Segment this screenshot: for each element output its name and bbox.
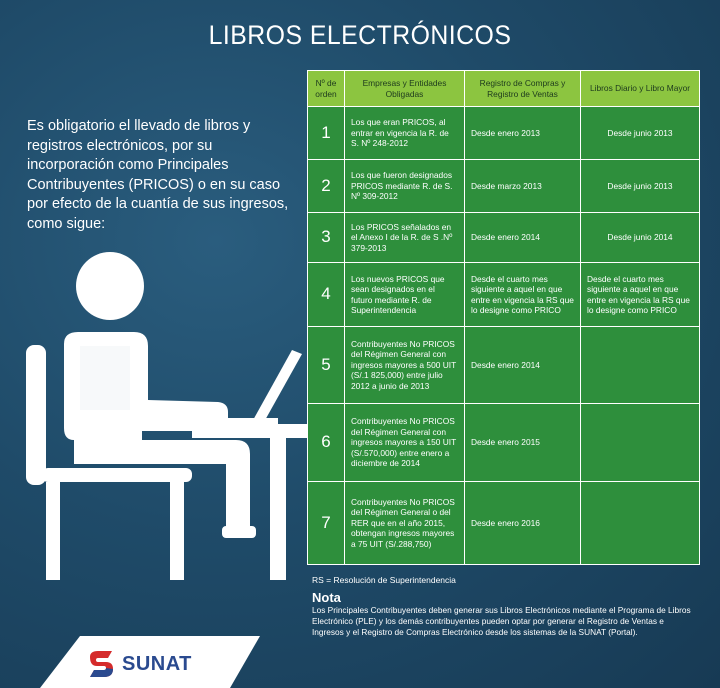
row-diario	[581, 327, 700, 404]
sunat-logo	[86, 645, 221, 683]
intro-text: Es obligatorio el llevado de libros y registros electrónicos, por su incorporación como Principales Contribuyentes (PRICOS) o en su caso por efecto de la cuantía de sus ingresos, como sigue:	[27, 118, 289, 232]
row-compras: Desde enero 2013	[465, 107, 581, 160]
table-row	[308, 327, 700, 404]
row-number: 1	[308, 107, 345, 160]
note-text: Los Principales Contribuyentes deben generar sus Libros Electrónicos mediante el Programa de Libros Electrónico (PLE) y los demás contribuyentes pueden optar por generar el Registro de Ventas e Ingresos y el Registro de Compras Electrónico desde los sistemas de la SUNAT (Portal).	[312, 605, 691, 637]
table-row	[308, 404, 700, 482]
row-entity: Los que eran PRICOS, al entrar en vigencia la R. de S. Nº 248-2012	[345, 107, 465, 160]
note-title: Nota	[312, 590, 341, 605]
sunat-logo-text: SUNAT	[122, 652, 192, 675]
row-number: 4	[308, 263, 345, 327]
books-table	[307, 70, 700, 565]
header-compras-ventas: Registro de Compras y Registro de Ventas	[465, 71, 581, 107]
header-entities: Empresas y Entidades Obligadas	[345, 71, 465, 107]
table-row	[308, 213, 700, 263]
row-number: 7	[308, 482, 345, 565]
row-diario	[581, 404, 700, 482]
sunat-logo-icon	[86, 649, 116, 679]
table-header-row	[308, 71, 700, 107]
row-entity: Los PRICOS señalados en el Anexo I de la R. de S .Nº 379-2013	[345, 213, 465, 263]
row-compras: Desde enero 2014	[465, 213, 581, 263]
row-entity: Contribuyentes No PRICOS del Régimen General con ingresos mayores a 150 UIT (S/.570,000) entre enero a diciembre de 2014	[345, 404, 465, 482]
row-entity: Los que fueron designados PRICOS mediante R. de S. Nº 309-2012	[345, 160, 465, 213]
row-compras: Desde el cuarto mes siguiente a aquel en que entre en vigencia la RS que lo designe como PRICO	[465, 263, 581, 327]
table-row	[308, 107, 700, 160]
table-row	[308, 263, 700, 327]
row-diario	[581, 482, 700, 565]
table-row	[308, 482, 700, 565]
table-row	[308, 160, 700, 213]
row-compras: Desde enero 2014	[465, 327, 581, 404]
row-diario: Desde junio 2014	[581, 213, 700, 263]
row-number: 3	[308, 213, 345, 263]
row-diario: Desde junio 2013	[581, 107, 700, 160]
row-entity: Contribuyentes No PRICOS del Régimen General o del RER que en el año 2015, obtengan ingresos mayores a 75 UIT (S/.288,750)	[345, 482, 465, 565]
row-number: 5	[308, 327, 345, 404]
row-compras: Desde enero 2016	[465, 482, 581, 565]
footnote-rs: RS = Resolución de Superintendencia	[312, 575, 456, 585]
row-compras: Desde enero 2015	[465, 404, 581, 482]
row-number: 2	[308, 160, 345, 213]
row-number: 6	[308, 404, 345, 482]
row-entity: Contribuyentes No PRICOS del Régimen General con ingresos mayores a 500 UIT (S/.1 825,000) entre julio 2012 a junio de 2013	[345, 327, 465, 404]
row-entity: Los nuevos PRICOS que sean designados en el futuro mediante R. de Superintendencia	[345, 263, 465, 327]
row-diario: Desde junio 2013	[581, 160, 700, 213]
header-diario-mayor: Libros Diario y Libro Mayor	[581, 71, 700, 107]
person-at-laptop-illustration	[22, 250, 312, 580]
row-compras: Desde marzo 2013	[465, 160, 581, 213]
header-order: Nº de orden	[308, 71, 345, 107]
page-title: LIBROS ELECTRÓNICOS	[208, 20, 512, 50]
row-diario: Desde el cuarto mes siguiente a aquel en que entre en vigencia la RS que lo designe como PRICO	[581, 263, 700, 327]
